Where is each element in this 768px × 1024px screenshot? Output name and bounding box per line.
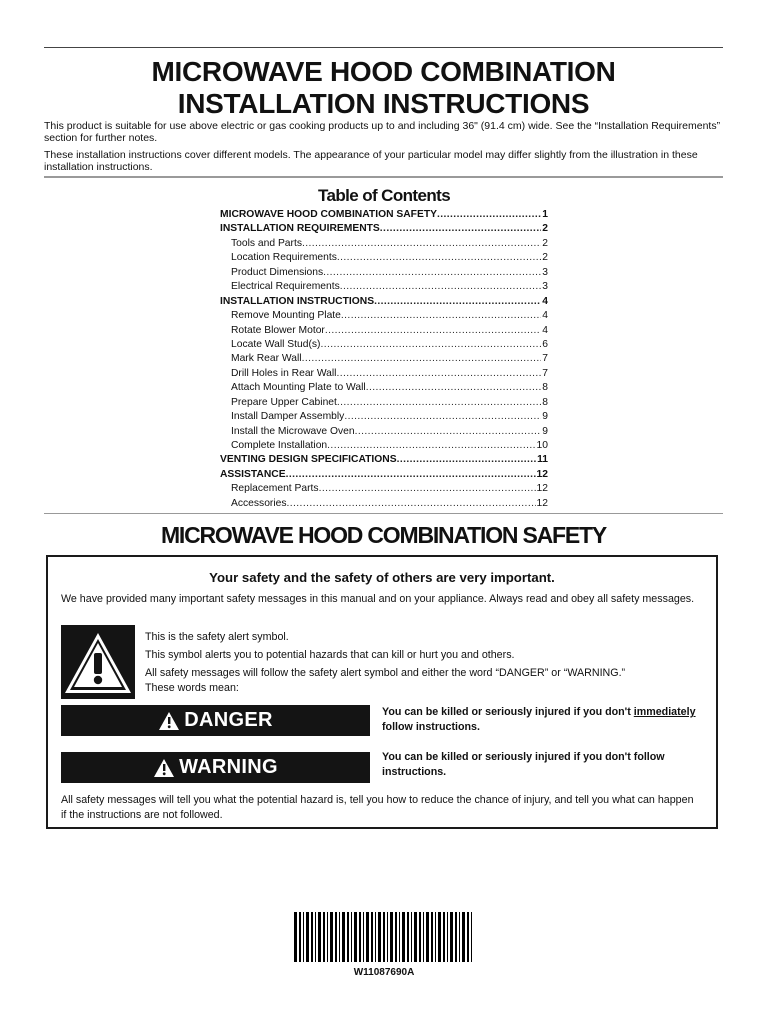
toc-entry-page: 7 xyxy=(542,353,548,365)
toc-entry-label: Install Damper Assembly xyxy=(231,411,345,423)
toc-leader-dots xyxy=(336,368,541,379)
toc-leader-dots xyxy=(325,325,541,336)
toc-leader-dots xyxy=(341,310,541,321)
toc-entry-label: Drill Holes in Rear Wall xyxy=(231,367,337,379)
toc-entry xyxy=(220,454,548,468)
toc-entry xyxy=(220,339,548,353)
toc-entry-label: Accessories xyxy=(231,497,287,509)
safety-box-intro: We have provided many important safety messages in this manual and on your appliance. Always read and obey all safety messages. xyxy=(61,593,695,605)
toc-entry-label: Install the Microwave Oven xyxy=(231,425,355,437)
danger-label: DANGER xyxy=(184,709,273,731)
toc-entry-page: 12 xyxy=(536,468,548,480)
intro-paragraph-2: These installation instructions cover different models. The appearance of your particular model may differ slightly from the illustration in these installation instructions. xyxy=(44,149,698,173)
safety-alert-icon xyxy=(61,625,135,699)
toc-entry-page: 3 xyxy=(542,281,548,293)
toc-entry-page: 9 xyxy=(542,411,548,423)
toc-entry-label: Complete Installation xyxy=(231,440,328,451)
toc-entry-label: ASSISTANCE xyxy=(220,468,286,480)
toc-entry-label: Replacement Parts xyxy=(231,483,319,495)
toc-entry-page: 6 xyxy=(542,338,548,350)
danger-banner xyxy=(61,705,370,736)
toc-leader-dots xyxy=(286,469,536,480)
toc-entry-label: Prepare Upper Cabinet xyxy=(231,396,337,408)
alert-hazard-text: This symbol alerts you to potential hazards that can kill or hurt you and others. xyxy=(145,649,515,661)
section-divider xyxy=(44,176,723,178)
warning-banner xyxy=(61,752,370,783)
toc-leader-dots xyxy=(344,411,541,422)
safety-box-footer: All safety messages will tell you what the potential hazard is, tell you how to reduce the chance of injury, and tell you what can happen if the instructions are not followed. xyxy=(61,794,694,821)
toc-entry-label: Rotate Blower Motor xyxy=(231,324,325,336)
toc-entry xyxy=(220,498,548,512)
barcode-number: W11087690A xyxy=(353,967,415,978)
toc-leader-dots xyxy=(340,281,542,292)
toc-entry-page: 2 xyxy=(542,237,548,249)
toc-entry xyxy=(220,209,548,223)
toc-entry-label: MICROWAVE HOOD COMBINATION SAFETY xyxy=(220,209,437,220)
toc-entry-page: 10 xyxy=(536,440,548,451)
top-rule xyxy=(44,47,723,48)
toc-entry xyxy=(220,325,548,339)
toc-entry-page: 4 xyxy=(542,310,548,322)
toc-entry-page: 4 xyxy=(542,295,548,307)
alert-symbol-text: This is the safety alert symbol. xyxy=(145,631,289,643)
toc-entry-label: INSTALLATION REQUIREMENTS xyxy=(220,223,380,235)
toc-leader-dots xyxy=(320,339,541,350)
section-divider-thin xyxy=(44,513,723,514)
toc-entry-label: Remove Mounting Plate xyxy=(231,310,341,322)
toc-entry xyxy=(220,411,548,425)
toc-leader-dots xyxy=(302,238,541,249)
barcode xyxy=(294,912,474,962)
document-title-line2: INSTALLATION INSTRUCTIONS xyxy=(177,88,590,119)
toc-entry xyxy=(220,368,548,382)
alert-words-text: These words mean: xyxy=(145,682,239,694)
toc-leader-dots xyxy=(302,353,542,364)
danger-alert-icon xyxy=(158,711,180,731)
toc-entry-label: INSTALLATION INSTRUCTIONS xyxy=(220,295,375,307)
toc-entry-page: 1 xyxy=(542,209,548,220)
toc-entry-page: 2 xyxy=(542,252,548,264)
intro-paragraph-1: This product is suitable for use above electric or gas cooking products up to and including 36" (91.4 cm) wide. See the “Installation Requirements” section for further notes. xyxy=(44,120,721,144)
safety-box-heading: Your safety and the safety of others are very important. xyxy=(209,570,555,585)
toc-leader-dots xyxy=(323,267,541,278)
safety-section-title: MICROWAVE HOOD COMBINATION SAFETY xyxy=(160,522,607,548)
warning-alert-icon xyxy=(153,758,175,778)
toc-leader-dots xyxy=(287,498,536,509)
toc-entry xyxy=(220,252,548,266)
toc-entry-page: 3 xyxy=(542,266,548,278)
toc-leader-dots xyxy=(355,426,542,437)
toc-entry-page: 9 xyxy=(542,425,548,437)
toc-leader-dots xyxy=(327,440,535,451)
toc-entry-label: Locate Wall Stud(s) xyxy=(231,338,321,350)
toc-entry xyxy=(220,469,548,483)
toc-entry-page: 12 xyxy=(536,497,548,509)
toc-title: Table of Contents xyxy=(317,186,451,205)
toc-entry xyxy=(220,353,548,367)
toc-entry xyxy=(220,310,548,324)
toc-entry xyxy=(220,440,548,454)
toc-leader-dots xyxy=(380,223,541,234)
document-title-line1: MICROWAVE HOOD COMBINATION xyxy=(151,56,616,87)
toc-entry xyxy=(220,238,548,252)
toc-entry xyxy=(220,483,548,497)
toc-entry-label: Attach Mounting Plate to Wall xyxy=(231,382,366,394)
toc-entry xyxy=(220,382,548,396)
toc-entry-page: 2 xyxy=(542,223,548,235)
toc-leader-dots xyxy=(366,382,542,393)
toc-entry xyxy=(220,281,548,295)
toc-entry-page: 12 xyxy=(536,483,548,495)
danger-description: You can be killed or seriously injured if you don't immediately follow instructions. xyxy=(382,706,696,733)
toc-entry-page: 11 xyxy=(537,454,548,466)
toc-leader-dots xyxy=(397,454,537,465)
toc-leader-dots xyxy=(337,252,541,263)
warning-description: You can be killed or seriously injured if you don't follow instructions. xyxy=(382,751,665,778)
toc-entry xyxy=(220,426,548,440)
safety-box xyxy=(46,555,718,829)
toc-entry xyxy=(220,296,548,310)
toc-entry xyxy=(220,397,548,411)
toc-entry-page: 4 xyxy=(542,324,548,336)
warning-label: WARNING xyxy=(179,756,278,778)
toc-leader-dots xyxy=(374,296,541,307)
toc-entry-label: Electrical Requirements xyxy=(231,281,340,293)
alert-follow-text: All safety messages will follow the safety alert symbol and either the word “DANGER” or “WARNING.” xyxy=(145,667,626,679)
toc-entry-label: VENTING DESIGN SPECIFICATIONS xyxy=(220,454,397,466)
toc-leader-dots xyxy=(437,209,541,220)
toc-entry xyxy=(220,223,548,237)
toc-entry-label: Location Requirements xyxy=(231,252,337,264)
toc-entry-label: Tools and Parts xyxy=(231,237,302,249)
toc-entry-page: 8 xyxy=(542,382,548,394)
toc-leader-dots xyxy=(319,483,536,494)
toc-leader-dots xyxy=(337,397,541,408)
toc-entry-page: 7 xyxy=(542,367,548,379)
table-of-contents xyxy=(220,209,548,512)
toc-entry-label: Product Dimensions xyxy=(231,266,324,278)
toc-entry-label: Mark Rear Wall xyxy=(231,353,302,365)
toc-entry xyxy=(220,267,548,281)
toc-entry-page: 8 xyxy=(542,396,548,408)
